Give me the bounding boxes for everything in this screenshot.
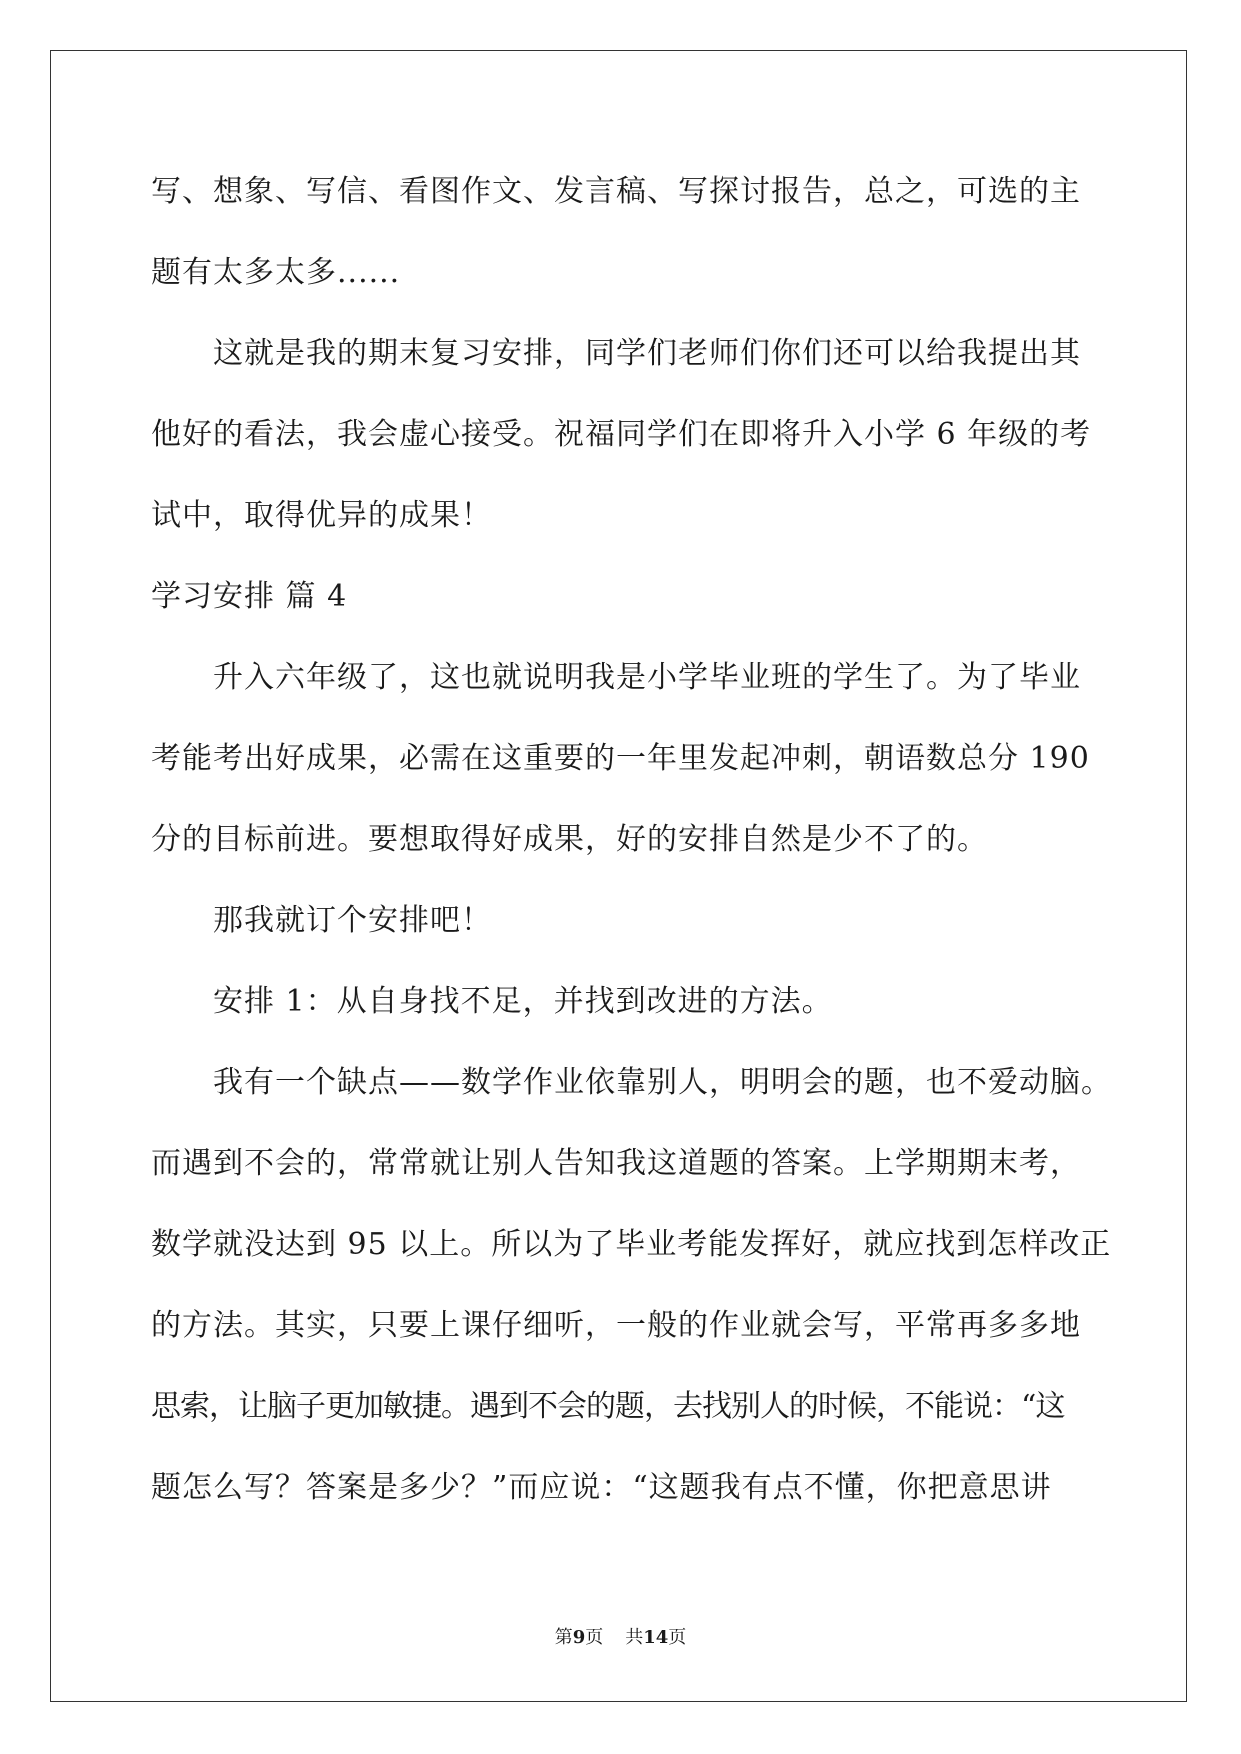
- text-line: 写、想象、写信、看图作文、发言稿、写探讨报告，总之，可选的主: [151, 174, 1081, 209]
- text-line: 升入六年级了，这也就说明我是小学毕业班的学生了。为了毕业: [213, 660, 1081, 695]
- text-line: 思索，让脑子更加敏捷。遇到不会的题，去找别人的时候，不能说：“这: [151, 1389, 1065, 1424]
- paragraph: [151, 1042, 1111, 1528]
- text-line: 试中，取得优异的成果！: [151, 498, 492, 533]
- text-line: 题怎么写？答案是多少？”而应说：“这题我有点不懂，你把意思讲: [151, 1470, 1052, 1505]
- text-line: 题有太多太多......: [151, 255, 401, 290]
- paragraph: [151, 151, 1111, 313]
- total-suffix: 页: [668, 1627, 687, 1648]
- text-line: 而遇到不会的，常常就让别人告知我这道题的答案。上学期期末考，: [151, 1146, 1081, 1181]
- text-line: 这就是我的期末复习安排，同学们老师们你们还可以给我提出其: [213, 336, 1081, 371]
- paragraph: [151, 637, 1111, 880]
- section-heading: 学习安排 篇 4: [151, 579, 348, 614]
- total-prefix: 共: [625, 1627, 644, 1648]
- page-prefix: 第: [554, 1627, 573, 1648]
- paragraph: [151, 313, 1111, 556]
- text-line: 安排 1：从自身找不足，并找到改进的方法。: [213, 984, 833, 1019]
- text-line: 数学就没达到 95 以上。所以为了毕业考能发挥好，就应找到怎样改正: [151, 1227, 1112, 1262]
- paragraph: [151, 880, 1111, 961]
- page-number: 9: [572, 1627, 586, 1648]
- page-footer: [0, 1624, 1241, 1652]
- document-body: [151, 151, 1111, 1528]
- text-line: 那我就订个安排吧！: [213, 903, 492, 938]
- text-line: 他好的看法，我会虚心接受。祝福同学们在即将升入小学 6 年级的考: [151, 417, 1092, 452]
- page-suffix: 页: [585, 1627, 604, 1648]
- paragraph: [151, 961, 1111, 1042]
- total-pages: 14: [643, 1627, 669, 1648]
- text-line: 的方法。其实，只要上课仔细听，一般的作业就会写，平常再多多地: [151, 1308, 1081, 1343]
- text-line: 分的目标前进。要想取得好成果，好的安排自然是少不了的。: [151, 822, 988, 857]
- text-line: 我有一个缺点——数学作业依靠别人，明明会的题，也不爱动脑。: [213, 1065, 1112, 1100]
- text-line: 考能考出好成果，必需在这重要的一年里发起冲刺，朝语数总分 190: [151, 741, 1090, 776]
